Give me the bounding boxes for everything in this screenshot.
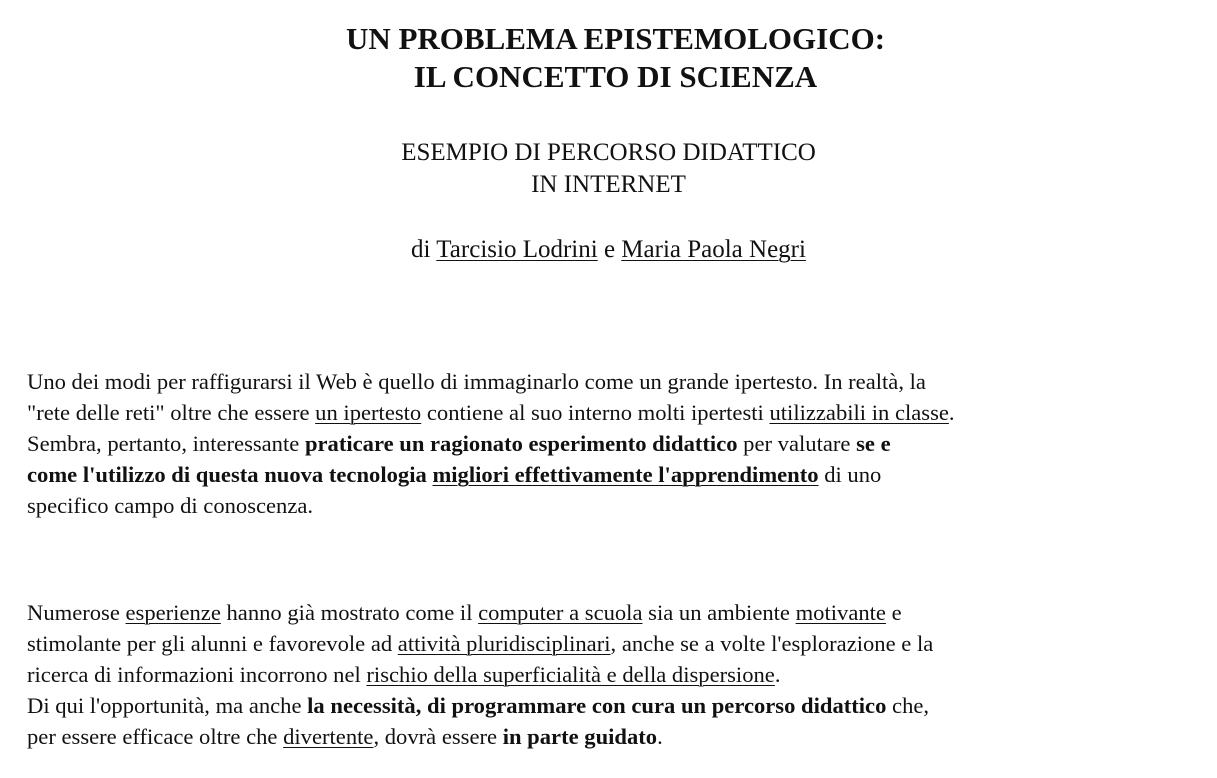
bold-run: praticare un ragionato esperimento didattico: [304, 431, 738, 456]
text-run: stimolante per gli alunni e favorevole ad: [27, 631, 398, 656]
link-attivita-pluridisciplinari[interactable]: attività pluridisciplinari: [397, 631, 611, 656]
text-run: .: [657, 724, 663, 749]
text-run: contiene al suo interno molti ipertesti: [421, 400, 770, 425]
text-run: per valutare: [737, 431, 857, 456]
text-run: , anche se a volte l'esplorazione e la: [610, 631, 934, 656]
text-run: e: [885, 600, 902, 625]
paragraph-1-line: [27, 397, 1212, 428]
text-run: .: [774, 662, 781, 687]
paragraph-1: [27, 366, 1212, 521]
text-run: che,: [886, 693, 930, 718]
document-subtitle: [0, 137, 1217, 201]
text-run: hanno già mostrato come il: [220, 600, 479, 625]
authors-conjunction: e: [597, 236, 622, 263]
text-run: Di qui l'opportunità, ma anche: [27, 693, 308, 718]
paragraph-2-line: [27, 690, 1212, 721]
paragraph-2-line: [27, 721, 1212, 752]
text-run: ricerca di informazioni incorrono nel: [27, 662, 367, 687]
link-un-ipertesto[interactable]: un ipertesto: [315, 400, 422, 425]
link-divertente[interactable]: divertente: [283, 724, 374, 749]
paragraph-2: [27, 597, 1212, 752]
text-run: "rete delle reti" oltre che essere: [27, 400, 316, 425]
subtitle-line-2: IN INTERNET: [531, 171, 686, 198]
title-line-2: IL CONCETTO DI SCIENZA: [413, 59, 818, 94]
paragraph-1-line: [27, 428, 1212, 459]
text-run: , dovrà essere: [373, 724, 503, 749]
text-run: Numerose: [27, 600, 126, 625]
bold-run: se e: [856, 431, 891, 456]
subtitle-line-1: ESEMPIO DI PERCORSO DIDATTICO: [401, 139, 816, 166]
text-run: di uno: [818, 462, 882, 487]
bold-run: la necessità, di programmare con cura un percorso didattico: [307, 693, 887, 718]
authors-line: [0, 234, 1217, 266]
title-line-1: UN PROBLEMA EPISTEMOLOGICO:: [345, 21, 886, 56]
text-run: per essere efficace oltre che: [27, 724, 284, 749]
bold-run: come l'utilizzo di questa nuova tecnologia: [27, 462, 427, 487]
paragraph-1-line: [27, 490, 1212, 521]
link-motivante[interactable]: motivante: [795, 600, 886, 625]
paragraph-2-line: [27, 659, 1212, 690]
author-link-lodrini[interactable]: Tarcisio Lodrini: [436, 236, 598, 263]
link-rischio-superficialita[interactable]: rischio della superficialità e della dispersione: [366, 662, 775, 687]
link-migliori-apprendimento[interactable]: migliori effettivamente l'apprendimento: [432, 462, 819, 487]
link-utilizzabili-in-classe[interactable]: utilizzabili in classe: [769, 400, 949, 425]
text-run: .: [948, 400, 955, 425]
author-link-negri[interactable]: Maria Paola Negri: [621, 236, 806, 263]
link-esperienze[interactable]: esperienze: [125, 600, 221, 625]
text-run: sia un ambiente: [642, 600, 796, 625]
paragraph-1-line: [27, 366, 1212, 397]
link-computer-a-scuola[interactable]: computer a scuola: [478, 600, 643, 625]
text-run: Sembra, pertanto, interessante: [27, 431, 305, 456]
authors-prefix: di: [411, 236, 437, 263]
text-run: specifico campo di conoscenza.: [27, 493, 314, 518]
paragraph-2-line: [27, 628, 1212, 659]
paragraph-2-line: [27, 597, 1212, 628]
document-title: [0, 20, 1217, 96]
text-run: Uno dei modi per raffigurarsi il Web è quello di immaginarlo come un grande ipertesto. In realtà, la: [27, 369, 926, 394]
paragraph-1-line: [27, 459, 1212, 490]
bold-run: in parte guidato: [502, 724, 658, 749]
